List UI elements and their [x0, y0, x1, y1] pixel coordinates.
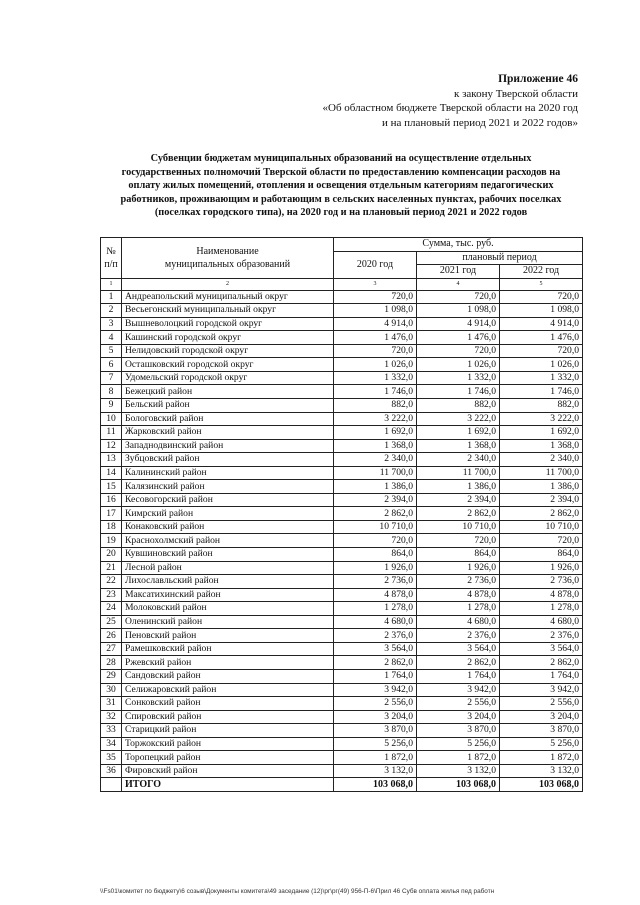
value-2022: 2 862,0 — [500, 507, 583, 521]
municipality-name: Андреапольский муниципальный округ — [122, 290, 334, 304]
value-2022: 3 222,0 — [500, 412, 583, 426]
value-2021: 3 204,0 — [417, 710, 500, 724]
value-2020: 1 386,0 — [334, 480, 417, 494]
value-2022: 3 942,0 — [500, 683, 583, 697]
value-2022: 2 394,0 — [500, 493, 583, 507]
municipality-name: Калязинский район — [122, 480, 334, 494]
value-2021: 1 332,0 — [417, 371, 500, 385]
value-2020: 11 700,0 — [334, 466, 417, 480]
municipality-name: Кашинский городской округ — [122, 331, 334, 345]
value-2020: 3 564,0 — [334, 642, 417, 656]
row-number: 36 — [101, 764, 122, 778]
header-number-cell — [101, 238, 122, 279]
table-row — [101, 493, 583, 507]
value-2020: 2 394,0 — [334, 493, 417, 507]
value-2022: 10 710,0 — [500, 520, 583, 534]
total-2022: 103 068,0 — [500, 778, 583, 792]
table-header-row — [101, 238, 583, 252]
table-row — [101, 683, 583, 697]
municipality-name: Вышневолоцкий городской округ — [122, 317, 334, 331]
total-2021: 103 068,0 — [417, 778, 500, 792]
municipality-name: Кувшиновский район — [122, 548, 334, 562]
header-planned-period: плановый период — [417, 251, 583, 265]
value-2022: 3 870,0 — [500, 724, 583, 738]
value-2021: 3 870,0 — [417, 724, 500, 738]
municipality-name: Торопецкий район — [122, 751, 334, 765]
row-number: 31 — [101, 697, 122, 711]
table-row — [101, 642, 583, 656]
table-row — [101, 317, 583, 331]
value-2020: 4 878,0 — [334, 588, 417, 602]
value-2022: 1 026,0 — [500, 358, 583, 372]
value-2021: 1 764,0 — [417, 669, 500, 683]
value-2021: 1 872,0 — [417, 751, 500, 765]
row-number: 6 — [101, 358, 122, 372]
header-2021: 2021 год — [417, 265, 500, 279]
value-2020: 1 278,0 — [334, 602, 417, 616]
row-number: 27 — [101, 642, 122, 656]
value-2021: 720,0 — [417, 290, 500, 304]
table-row — [101, 466, 583, 480]
total-row — [101, 778, 583, 792]
total-number-cell — [101, 778, 122, 792]
value-2021: 4 878,0 — [417, 588, 500, 602]
value-2020: 1 332,0 — [334, 371, 417, 385]
table-row — [101, 290, 583, 304]
municipality-name: Лихославльский район — [122, 575, 334, 589]
value-2020: 2 736,0 — [334, 575, 417, 589]
value-2022: 2 862,0 — [500, 656, 583, 670]
row-number: 20 — [101, 548, 122, 562]
row-number: 30 — [101, 683, 122, 697]
title-line: работников, проживающим и работающим в сельских населенных пунктах, рабочих поселках — [120, 193, 562, 205]
table-row — [101, 385, 583, 399]
table-row — [101, 412, 583, 426]
municipality-name: Селижаровский район — [122, 683, 334, 697]
row-number: 33 — [101, 724, 122, 738]
row-number: 16 — [101, 493, 122, 507]
municipality-name: Торжокский район — [122, 737, 334, 751]
value-2022: 720,0 — [500, 290, 583, 304]
file-path-footer: \\Fs01\комитет по бюджету\6 созыв\Документы комитета\49 заседание (12)\рг\рг(49) 956-П-6\Прил 46 Субв оплата жилья пед работн — [100, 888, 495, 895]
row-number: 7 — [101, 371, 122, 385]
municipality-name: Западнодвинский район — [122, 439, 334, 453]
value-2022: 3 132,0 — [500, 764, 583, 778]
municipality-name: Спировский район — [122, 710, 334, 724]
value-2022: 2 556,0 — [500, 697, 583, 711]
value-2022: 1 476,0 — [500, 331, 583, 345]
value-2021: 2 376,0 — [417, 629, 500, 643]
municipality-name: Лесной район — [122, 561, 334, 575]
table-row — [101, 669, 583, 683]
appendix-law-title: «Об областном бюджете Тверской области на 2020 год — [322, 102, 578, 114]
header-2020: 2020 год — [334, 251, 417, 278]
row-number: 24 — [101, 602, 122, 616]
table-row — [101, 737, 583, 751]
value-2021: 2 736,0 — [417, 575, 500, 589]
table-row — [101, 764, 583, 778]
value-2021: 1 386,0 — [417, 480, 500, 494]
value-2022: 1 278,0 — [500, 602, 583, 616]
value-2022: 1 872,0 — [500, 751, 583, 765]
value-2022: 3 204,0 — [500, 710, 583, 724]
column-number: 3 — [334, 278, 417, 290]
title-line: государственных полномочий Тверской области по предоставлению компенсации расходов на — [121, 166, 561, 178]
value-2020: 2 376,0 — [334, 629, 417, 643]
header-number-a: № — [106, 245, 116, 257]
value-2021: 2 340,0 — [417, 453, 500, 467]
row-number: 5 — [101, 344, 122, 358]
column-number: 5 — [500, 278, 583, 290]
table-row — [101, 575, 583, 589]
header-name-b: муниципальных образований — [164, 258, 291, 270]
value-2021: 3 222,0 — [417, 412, 500, 426]
value-2021: 4 680,0 — [417, 615, 500, 629]
value-2021: 882,0 — [417, 399, 500, 413]
municipality-name: Жарковский район — [122, 426, 334, 440]
value-2021: 1 368,0 — [417, 439, 500, 453]
row-number: 32 — [101, 710, 122, 724]
table-row — [101, 588, 583, 602]
table-row — [101, 304, 583, 318]
value-2022: 1 098,0 — [500, 304, 583, 318]
value-2021: 720,0 — [417, 534, 500, 548]
row-number: 23 — [101, 588, 122, 602]
value-2022: 720,0 — [500, 534, 583, 548]
value-2020: 10 710,0 — [334, 520, 417, 534]
value-2022: 2 376,0 — [500, 629, 583, 643]
value-2021: 1 692,0 — [417, 426, 500, 440]
column-number: 1 — [101, 278, 122, 290]
municipality-name: Ржевский район — [122, 656, 334, 670]
value-2022: 1 368,0 — [500, 439, 583, 453]
value-2021: 3 132,0 — [417, 764, 500, 778]
row-number: 3 — [101, 317, 122, 331]
row-number: 12 — [101, 439, 122, 453]
appendix-law-ref: к закону Тверской области — [453, 87, 578, 100]
value-2020: 1 872,0 — [334, 751, 417, 765]
value-2022: 2 340,0 — [500, 453, 583, 467]
value-2021: 2 556,0 — [417, 697, 500, 711]
header-name-cell — [122, 238, 334, 279]
table-row — [101, 534, 583, 548]
row-number: 15 — [101, 480, 122, 494]
subsidy-table — [100, 237, 583, 792]
table-row — [101, 331, 583, 345]
value-2021: 5 256,0 — [417, 737, 500, 751]
value-2020: 2 862,0 — [334, 656, 417, 670]
value-2022: 720,0 — [500, 344, 583, 358]
value-2020: 2 556,0 — [334, 697, 417, 711]
row-number: 10 — [101, 412, 122, 426]
municipality-name: Максатихинский район — [122, 588, 334, 602]
value-2020: 882,0 — [334, 399, 417, 413]
table-row — [101, 453, 583, 467]
document-title — [100, 152, 582, 220]
table-row — [101, 697, 583, 711]
table-row — [101, 710, 583, 724]
column-number-row — [101, 278, 583, 290]
municipality-name: Сонковский район — [122, 697, 334, 711]
municipality-name: Калининский район — [122, 466, 334, 480]
value-2022: 5 256,0 — [500, 737, 583, 751]
value-2022: 1 332,0 — [500, 371, 583, 385]
value-2020: 1 692,0 — [334, 426, 417, 440]
row-number: 14 — [101, 466, 122, 480]
table-row — [101, 439, 583, 453]
municipality-name: Фировский район — [122, 764, 334, 778]
value-2020: 1 746,0 — [334, 385, 417, 399]
header-sum: Сумма, тыс. руб. — [334, 238, 583, 252]
value-2021: 1 476,0 — [417, 331, 500, 345]
table-row — [101, 548, 583, 562]
value-2022: 3 564,0 — [500, 642, 583, 656]
value-2020: 4 680,0 — [334, 615, 417, 629]
row-number: 9 — [101, 399, 122, 413]
value-2020: 1 764,0 — [334, 669, 417, 683]
municipality-name: Краснохолмский район — [122, 534, 334, 548]
table-row — [101, 615, 583, 629]
row-number: 2 — [101, 304, 122, 318]
table-row — [101, 724, 583, 738]
table-row — [101, 751, 583, 765]
value-2021: 11 700,0 — [417, 466, 500, 480]
row-number: 28 — [101, 656, 122, 670]
value-2021: 1 098,0 — [417, 304, 500, 318]
row-number: 4 — [101, 331, 122, 345]
table-row — [101, 358, 583, 372]
value-2021: 864,0 — [417, 548, 500, 562]
value-2021: 2 394,0 — [417, 493, 500, 507]
value-2022: 1 764,0 — [500, 669, 583, 683]
municipality-name: Бельский район — [122, 399, 334, 413]
value-2020: 4 914,0 — [334, 317, 417, 331]
value-2021: 720,0 — [417, 344, 500, 358]
value-2022: 4 878,0 — [500, 588, 583, 602]
municipality-name: Оленинский район — [122, 615, 334, 629]
value-2022: 864,0 — [500, 548, 583, 562]
value-2020: 720,0 — [334, 344, 417, 358]
value-2020: 3 132,0 — [334, 764, 417, 778]
row-number: 35 — [101, 751, 122, 765]
value-2021: 1 278,0 — [417, 602, 500, 616]
title-line: Субвенции бюджетам муниципальных образований на осуществление отдельных — [150, 153, 532, 164]
municipality-name: Осташковский городской округ — [122, 358, 334, 372]
row-number: 34 — [101, 737, 122, 751]
row-number: 25 — [101, 615, 122, 629]
value-2021: 3 942,0 — [417, 683, 500, 697]
value-2020: 1 026,0 — [334, 358, 417, 372]
table-row — [101, 520, 583, 534]
row-number: 22 — [101, 575, 122, 589]
municipality-name: Бологовский район — [122, 412, 334, 426]
table-row — [101, 344, 583, 358]
value-2020: 1 926,0 — [334, 561, 417, 575]
municipality-name: Рамешковский район — [122, 642, 334, 656]
municipality-name: Весьегонский муниципальный округ — [122, 304, 334, 318]
value-2022: 1 386,0 — [500, 480, 583, 494]
row-number: 21 — [101, 561, 122, 575]
value-2021: 1 746,0 — [417, 385, 500, 399]
value-2022: 1 692,0 — [500, 426, 583, 440]
value-2020: 3 204,0 — [334, 710, 417, 724]
title-line: оплату жилых помещений, отопления и освещения отдельным категориям педагогических — [128, 180, 554, 192]
value-2020: 3 870,0 — [334, 724, 417, 738]
table-row — [101, 507, 583, 521]
header-number-b: п/п — [104, 258, 118, 270]
municipality-name: Конаковский район — [122, 520, 334, 534]
value-2021: 1 926,0 — [417, 561, 500, 575]
table-row — [101, 656, 583, 670]
appendix-header — [323, 72, 579, 130]
value-2020: 1 476,0 — [334, 331, 417, 345]
municipality-name: Нелидовский городской округ — [122, 344, 334, 358]
value-2020: 2 862,0 — [334, 507, 417, 521]
row-number: 18 — [101, 520, 122, 534]
value-2022: 11 700,0 — [500, 466, 583, 480]
row-number: 26 — [101, 629, 122, 643]
row-number: 11 — [101, 426, 122, 440]
value-2022: 4 680,0 — [500, 615, 583, 629]
municipality-name: Удомельский городской округ — [122, 371, 334, 385]
value-2020: 1 098,0 — [334, 304, 417, 318]
value-2021: 4 914,0 — [417, 317, 500, 331]
title-line: (поселках городского типа), на 2020 год и на плановый период 2021 и 2022 годов — [154, 207, 528, 219]
row-number: 1 — [101, 290, 122, 304]
column-number: 4 — [417, 278, 500, 290]
municipality-name: Зубцовский район — [122, 453, 334, 467]
header-name-a: Наименование — [196, 245, 259, 257]
value-2020: 864,0 — [334, 548, 417, 562]
appendix-number: Приложение 46 — [498, 73, 578, 85]
row-number: 8 — [101, 385, 122, 399]
municipality-name: Сандовский район — [122, 669, 334, 683]
table-row — [101, 480, 583, 494]
value-2021: 1 026,0 — [417, 358, 500, 372]
total-2020: 103 068,0 — [334, 778, 417, 792]
value-2020: 5 256,0 — [334, 737, 417, 751]
table-row — [101, 602, 583, 616]
value-2021: 2 862,0 — [417, 507, 500, 521]
value-2022: 1 926,0 — [500, 561, 583, 575]
row-number: 17 — [101, 507, 122, 521]
row-number: 13 — [101, 453, 122, 467]
municipality-name: Пеновский район — [122, 629, 334, 643]
value-2020: 3 222,0 — [334, 412, 417, 426]
value-2020: 720,0 — [334, 290, 417, 304]
municipality-name: Кимрский район — [122, 507, 334, 521]
table-row — [101, 399, 583, 413]
header-2022: 2022 год — [500, 265, 583, 279]
municipality-name: Старицкий район — [122, 724, 334, 738]
value-2022: 1 746,0 — [500, 385, 583, 399]
appendix-law-period: и на плановый период 2021 и 2022 годов» — [381, 116, 578, 129]
value-2022: 2 736,0 — [500, 575, 583, 589]
table-row — [101, 426, 583, 440]
municipality-name: Кесовогорский район — [122, 493, 334, 507]
value-2021: 10 710,0 — [417, 520, 500, 534]
value-2022: 4 914,0 — [500, 317, 583, 331]
table-row — [101, 371, 583, 385]
value-2020: 1 368,0 — [334, 439, 417, 453]
value-2021: 3 564,0 — [417, 642, 500, 656]
municipality-name: Молоковский район — [122, 602, 334, 616]
value-2020: 720,0 — [334, 534, 417, 548]
table-row — [101, 629, 583, 643]
total-label: ИТОГО — [122, 778, 334, 792]
municipality-name: Бежецкий район — [122, 385, 334, 399]
value-2020: 3 942,0 — [334, 683, 417, 697]
value-2022: 882,0 — [500, 399, 583, 413]
table-row — [101, 561, 583, 575]
row-number: 29 — [101, 669, 122, 683]
row-number: 19 — [101, 534, 122, 548]
value-2020: 2 340,0 — [334, 453, 417, 467]
column-number: 2 — [122, 278, 334, 290]
value-2021: 2 862,0 — [417, 656, 500, 670]
